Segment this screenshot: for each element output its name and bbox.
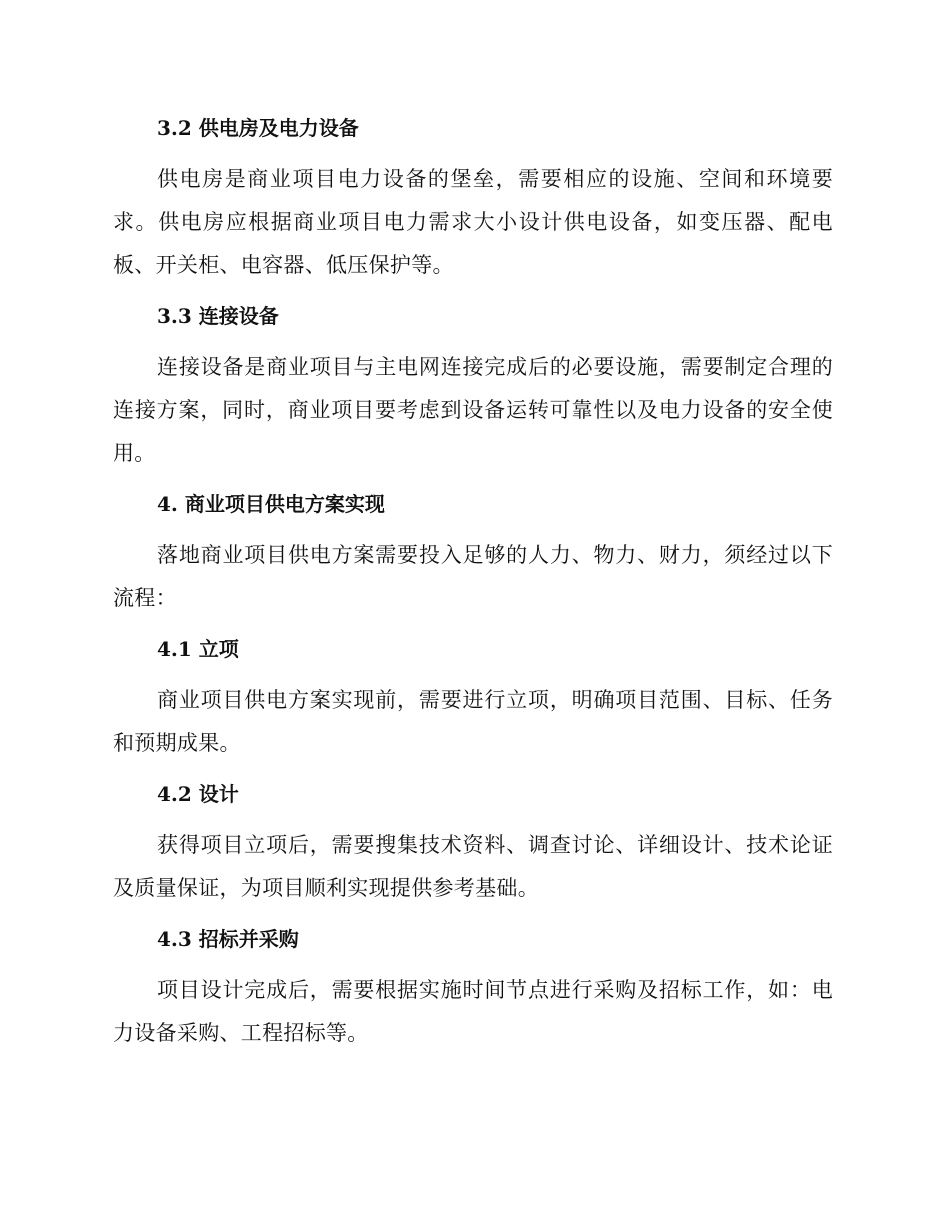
section-paragraph-3-2: 供电房是商业项目电力设备的堡垒，需要相应的设施、空间和环境要求。供电房应根据商业项目电力需求大小设计供电设备，如变压器、配电板、开关柜、电容器、低压保护等。 xyxy=(113,167,833,277)
section-heading-4-3: 4.3 招标并采购 xyxy=(157,927,299,951)
section-paragraph-4: 落地商业项目供电方案需要投入足够的人力、物力、财力，须经过以下流程： xyxy=(113,543,833,610)
section-heading-3-3: 3.3 连接设备 xyxy=(157,304,279,328)
section-paragraph-4-1: 商业项目供电方案实现前，需要进行立项，明确项目范围、目标、任务和预期成果。 xyxy=(113,688,833,755)
section-heading-3-2: 3.2 供电房及电力设备 xyxy=(157,116,359,140)
section-heading-4: 4. 商业项目供电方案实现 xyxy=(157,492,385,516)
section-heading-4-1: 4.1 立项 xyxy=(157,637,239,661)
section-paragraph-4-2: 获得项目立项后，需要搜集技术资料、调查讨论、详细设计、技术论证及质量保证，为项目顺利实现提供参考基础。 xyxy=(113,833,833,900)
document-body xyxy=(113,109,833,1055)
section-paragraph-4-3: 项目设计完成后，需要根据实施时间节点进行采购及招标工作，如：电力设备采购、工程招标等。 xyxy=(113,978,833,1045)
section-paragraph-3-3: 连接设备是商业项目与主电网连接完成后的必要设施，需要制定合理的连接方案，同时，商业项目要考虑到设备运转可靠性以及电力设备的安全使用。 xyxy=(113,355,833,465)
section-heading-4-2: 4.2 设计 xyxy=(157,782,239,806)
